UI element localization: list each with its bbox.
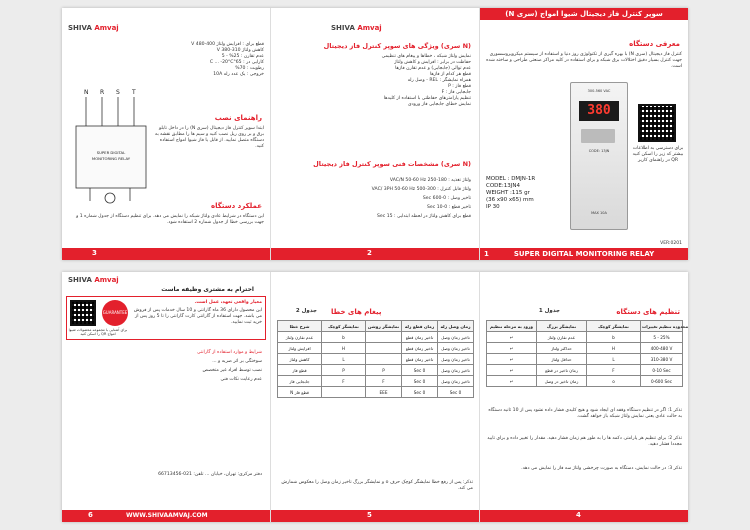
cell: 0 Sec bbox=[438, 387, 474, 398]
model-line: (36 x90 x65) mm bbox=[486, 197, 534, 203]
install-text: ابتدا سوپر کنترل فاز دیجیتال (سری N) را در داخل تابلو برق و بر روی ریل نصب کنید و سیم ها را مطابق نقشه به دستگاه متصل نمایید. از قابل یا فاز شیوا امواج استفاده کنید. bbox=[154, 126, 264, 149]
cell: تاخیر زمان قطع bbox=[402, 343, 438, 354]
qr-code-icon bbox=[70, 300, 96, 326]
cell: 0 Sec bbox=[402, 376, 438, 387]
cell: L bbox=[587, 354, 641, 365]
qr-caption: برای دسترسی به اطلاعات بیشتر کد زیر را اسکن کنید QR در راهنمای کاربر bbox=[632, 146, 684, 163]
cell bbox=[366, 343, 402, 354]
cell: P bbox=[366, 365, 402, 376]
model-line: WEIGHT :115 gr bbox=[486, 190, 530, 196]
cell: 0 Sec bbox=[402, 387, 438, 398]
cell: تاخیر زمان قطع bbox=[402, 332, 438, 343]
panel-cover bbox=[480, 8, 688, 260]
table-row bbox=[278, 365, 474, 376]
spec-item: کارایی در : 65°C ... -20°C bbox=[209, 60, 264, 65]
panel-installation bbox=[62, 8, 270, 260]
enter-arrow-icon: ↵ bbox=[487, 365, 537, 376]
header-cell: زمان قطع رله bbox=[402, 321, 438, 332]
spec-item: ولتاژ قابل کنترل : 300-500 VAC/ 3PH 50-60 Hz bbox=[371, 187, 471, 192]
cell: حداکثر ولتاژ bbox=[537, 343, 587, 354]
cell: تاخیر زمان وصل bbox=[438, 354, 474, 365]
table-row bbox=[487, 354, 683, 365]
feature-item: قطع فاز : P bbox=[448, 84, 471, 89]
brochure-front-sheet bbox=[62, 8, 688, 260]
header-cell: نمایشگر کوچک bbox=[322, 321, 366, 332]
logo-brand: Amvaj bbox=[94, 24, 119, 32]
cell bbox=[366, 332, 402, 343]
table-label: جدول 1 bbox=[538, 308, 560, 314]
spec-list-continued bbox=[122, 42, 264, 78]
diagram-label-t: T bbox=[132, 89, 136, 96]
diagram-label-r: R bbox=[100, 89, 105, 96]
guarantee-text: این محصول دارای 36 ماه گارانتی و 10 سال خدمات پس از فروش می باشد. جهت استفاده از گارانتی کارت گارانتی را تا 5 روز پس از خرید ثبت نمایید. bbox=[133, 308, 262, 325]
page-number: 3 bbox=[92, 249, 97, 257]
enter-arrow-icon: ↵ bbox=[487, 332, 537, 343]
page-number: 2 bbox=[367, 249, 372, 257]
cell: حداقل ولتاژ bbox=[537, 354, 587, 365]
model-line: IP 30 bbox=[486, 204, 500, 210]
specs-list bbox=[281, 176, 471, 221]
cell: زمان تاخیر در قطع bbox=[537, 365, 587, 376]
feature-item: تنظیم پارامترهای حفاظتی با استفاده از کلیدها bbox=[383, 96, 471, 101]
table-row bbox=[487, 376, 683, 387]
logo-sub: SHIVA bbox=[331, 24, 355, 32]
spec-item: عدم تقارن : 25% - 5 bbox=[221, 54, 264, 59]
diagram-label-n: N bbox=[84, 89, 89, 96]
cell: قطع فاز bbox=[278, 365, 322, 376]
function-heading: عملکرد دستگاه bbox=[211, 202, 262, 210]
spec-item: ولتاژ تغذیه : 180-250 VAC/N 50-60 Hz bbox=[389, 178, 471, 183]
condition-item: شرایط و موارد استفاده از گارانتی bbox=[197, 350, 262, 355]
note-2: تذکر 2: برای تنظیم هر پارامتر، دکمه ها را به طور هم زمان فشار دهید. مقدار را تغییر داده و برای تایید مجددا فشار دهید. bbox=[487, 436, 682, 447]
features-heading: ویژگی های سوپر کنترل فاز دیجیتال (سری N) bbox=[323, 42, 471, 50]
guarantee-heading: احترام به مشتری وظیفه ماست bbox=[161, 286, 254, 293]
cell: P bbox=[322, 365, 366, 376]
install-heading: راهنمای نصب bbox=[214, 114, 262, 122]
website-link[interactable]: WWW.SHIVAAMVAJ.COM bbox=[126, 512, 208, 519]
logo-brand: Amvaj bbox=[357, 24, 382, 32]
intro-heading: معرفی دستگاه bbox=[629, 40, 680, 48]
header-cell: محدوده تنظیم تغییرات bbox=[641, 321, 683, 332]
brand-logo bbox=[331, 24, 382, 32]
feature-item: جابجایی فاز : F bbox=[441, 90, 471, 95]
error-table bbox=[277, 320, 474, 398]
specs-heading: مشخصات فنی سوپر کنترل فاز دیجیتال (سری N) bbox=[313, 160, 471, 168]
cell: 0-600 Sec bbox=[641, 376, 683, 387]
page-number: 4 bbox=[576, 511, 581, 519]
cell: H bbox=[322, 343, 366, 354]
logo-sub: SHIVA bbox=[68, 24, 92, 32]
header-cell: زمان وصل رله bbox=[438, 321, 474, 332]
logo-sub: SHIVA bbox=[68, 276, 92, 284]
product-name: SUPER DIGITAL MONITORING RELAY bbox=[513, 250, 655, 258]
table-row bbox=[487, 332, 683, 343]
cell: F bbox=[366, 376, 402, 387]
function-text: این دستگاه در شرایط عادی ولتاژ شبکه را نمایش می دهد. برای تنظیم دستگاه از جدول شماره 1 و جهت بررسی خطا از جدول شماره 2 استفاده شود. bbox=[76, 214, 264, 225]
panel-error-messages bbox=[271, 272, 479, 522]
cell: جابجایی فاز bbox=[278, 376, 322, 387]
cell: EEE bbox=[366, 387, 402, 398]
errors-heading: پیغام های خطا bbox=[331, 308, 382, 316]
cell: 0-10 Sec bbox=[641, 365, 683, 376]
feature-item: نمایش ولتاژ شبکه ، خطاها و پیغام های تنظیمی bbox=[381, 54, 471, 59]
header-cell: نمایشگر بزرگ bbox=[537, 321, 587, 332]
table-header-row bbox=[278, 321, 474, 332]
badge-caption: معیار واقعی تعهد، عمل است. bbox=[194, 300, 262, 305]
cell: افزایش ولتاژ bbox=[278, 343, 322, 354]
cell: H bbox=[587, 343, 641, 354]
table-row bbox=[278, 387, 474, 398]
cell: قطع فاز N bbox=[278, 387, 322, 398]
cell: F bbox=[587, 365, 641, 376]
contact-info: دفتر مرکزی: تهران، خیابان ... تلفن: 021-66713456 bbox=[158, 472, 262, 477]
svg-text:SUPER DIGITAL: SUPER DIGITAL bbox=[96, 150, 126, 155]
enter-arrow-icon: ↵ bbox=[487, 376, 537, 387]
cell: عدم تقارن ولتاژ bbox=[278, 332, 322, 343]
panel-footer bbox=[480, 510, 688, 522]
spec-item: کاهش ولتاژ 310-380 V bbox=[216, 48, 264, 53]
intro-text: کنترل فاز دیجیتال (سری N) با بهره گیری از تکنولوژی روز دنیا و استفاده از سیستم میکروپروسسوری جهت کنترل بسیار دقیق اختلالات برق شبکه و برای استفاده در کلیه مراکز صنعتی طراحی و ساخته شده است. bbox=[486, 52, 682, 69]
feature-item: حفاظت در برابر : افزایش و کاهش ولتاژ bbox=[394, 60, 471, 65]
cell bbox=[322, 387, 366, 398]
conditions-list bbox=[70, 348, 262, 384]
cell: o bbox=[587, 376, 641, 387]
device-display: 380 bbox=[579, 101, 619, 121]
guarantee-badge-icon: GUARANTEE bbox=[102, 300, 128, 326]
qr-caption: برای آشنایی با مجموعه محصولات شیوا امواج QR را اسکن کنید bbox=[68, 328, 128, 336]
feature-item: همراه نمایشگر : REL - وصل رله bbox=[407, 78, 471, 83]
panel-footer bbox=[62, 248, 270, 260]
cell: تاخیر زمان وصل bbox=[438, 376, 474, 387]
cell: L bbox=[322, 354, 366, 365]
header-cell: نمایشگر روشن bbox=[366, 321, 402, 332]
table-header-row bbox=[487, 321, 683, 332]
svg-text:MONITORING RELAY: MONITORING RELAY bbox=[91, 156, 131, 161]
device-image bbox=[570, 82, 628, 230]
cell: 400-480 V bbox=[641, 343, 683, 354]
version-label: VER:0201 bbox=[660, 241, 682, 246]
cell: b bbox=[587, 332, 641, 343]
panel-guarantee bbox=[62, 272, 270, 522]
device-top-label: 300-560 VAC bbox=[587, 89, 611, 93]
cell: F bbox=[322, 376, 366, 387]
cell bbox=[366, 354, 402, 365]
feature-item: عدم توالی (جابجایی) و عدم تقارن فازها bbox=[395, 66, 471, 71]
spec-item: خروجی : یک عدد رله 10A bbox=[213, 72, 264, 77]
enter-arrow-icon: ↵ bbox=[487, 354, 537, 365]
diagram-label-s: S bbox=[116, 89, 120, 96]
error-note: تذکر: پس از رفع خطا نمایشگر کوچک حرف o و نمایشگر بزرگ تاخیر زمان وصل را معکوس شمارش می کند. bbox=[281, 480, 473, 491]
cell: تاخیر زمان وصل bbox=[438, 365, 474, 376]
features-list bbox=[291, 54, 471, 108]
logo-brand: Amvaj bbox=[94, 276, 119, 284]
panel-footer bbox=[62, 510, 270, 522]
note-1: تذکر 1: اگر در تنظیم دستگاه وقفه ای ایجاد شود و هیچ کلیدی فشار داده نشود پس از 10 ثانیه دستگاه به حالت عادی یعنی نمایش ولتاژ شبکه باز خواهد گشت. bbox=[488, 408, 682, 419]
table-row bbox=[487, 365, 683, 376]
device-code-label: CODE: 13JN bbox=[588, 149, 610, 153]
table-label: جدول 2 bbox=[295, 308, 317, 314]
brand-logo bbox=[68, 24, 119, 32]
cell: تاخیر زمان وصل bbox=[438, 343, 474, 354]
feature-item: قطع هر کدام از فازها bbox=[429, 72, 471, 77]
panel-features bbox=[271, 8, 479, 260]
settings-heading: تنظیم های دستگاه bbox=[616, 308, 680, 316]
qr-code-icon bbox=[638, 104, 676, 142]
page-number: 5 bbox=[367, 511, 372, 519]
brochure-back-sheet bbox=[62, 272, 688, 522]
enter-arrow-icon: ↵ bbox=[487, 343, 537, 354]
page-number: 1 bbox=[484, 250, 489, 258]
spec-item: تاخیر وصل : 0-600 Sec bbox=[422, 196, 471, 201]
brand-logo bbox=[68, 276, 119, 284]
table-row bbox=[487, 343, 683, 354]
condition-item: سوختگی بر اثر ضربه و ... bbox=[212, 359, 262, 364]
model-line: MODEL : DMJN-1R bbox=[486, 176, 536, 182]
feature-item: نمایش خطای جابجایی فاز ورودی bbox=[407, 102, 471, 107]
header-cell: نمایشگر کوچک bbox=[587, 321, 641, 332]
device-bottom-label: MAX 10A bbox=[591, 211, 607, 215]
cell: 310-380 V bbox=[641, 354, 683, 365]
table-row bbox=[278, 332, 474, 343]
page-number: 6 bbox=[88, 511, 93, 519]
spec-item: قطع برای : افزایش ولتاژ 400-480 V bbox=[191, 42, 264, 47]
spec-item: قطع برای کاهش ولتاژ در لحظه ابتدایی : 15 Sec bbox=[376, 214, 471, 219]
condition-item: نصب توسط افراد غیر متخصص bbox=[202, 368, 262, 373]
model-line: CODE:13JN4 bbox=[486, 183, 520, 189]
panel-footer bbox=[271, 248, 479, 260]
cell: کاهش ولتاژ bbox=[278, 354, 322, 365]
condition-item: عدم رعایت نکات فنی bbox=[220, 377, 262, 382]
cell: تاخیر زمان وصل bbox=[438, 332, 474, 343]
cell: تاخیر زمان قطع bbox=[402, 354, 438, 365]
settings-table bbox=[486, 320, 689, 387]
note-3: تذکر 3: در حالت نمایش، دستگاه به صورت چرخشی ولتاژ سه فاز را نمایش می دهد. bbox=[521, 466, 682, 471]
cover-footer bbox=[480, 248, 688, 260]
cell: 0 Sec bbox=[402, 365, 438, 376]
panel-footer bbox=[271, 510, 479, 522]
spec-item: تاخیر قطع : 0-10 Sec bbox=[427, 205, 471, 210]
table-row bbox=[278, 376, 474, 387]
cell: زمان تاخیر در وصل bbox=[537, 376, 587, 387]
spec-item: رطوبت : 70% bbox=[235, 66, 264, 71]
panel-settings bbox=[480, 272, 688, 522]
table-row bbox=[278, 343, 474, 354]
table-row bbox=[278, 354, 474, 365]
header-cell: ورود به مرحله تنظیم bbox=[487, 321, 537, 332]
model-info bbox=[486, 176, 535, 211]
cover-title-bar: سوپر کنترل فاز دیجیتال شیوا امواج (سری N) bbox=[480, 8, 688, 20]
cell: 5 - 25% bbox=[641, 332, 683, 343]
wiring-diagram bbox=[70, 86, 152, 206]
cell: b bbox=[322, 332, 366, 343]
cell: عدم تقارن ولتاژ bbox=[537, 332, 587, 343]
header-cell: شرح خطا bbox=[278, 321, 322, 332]
